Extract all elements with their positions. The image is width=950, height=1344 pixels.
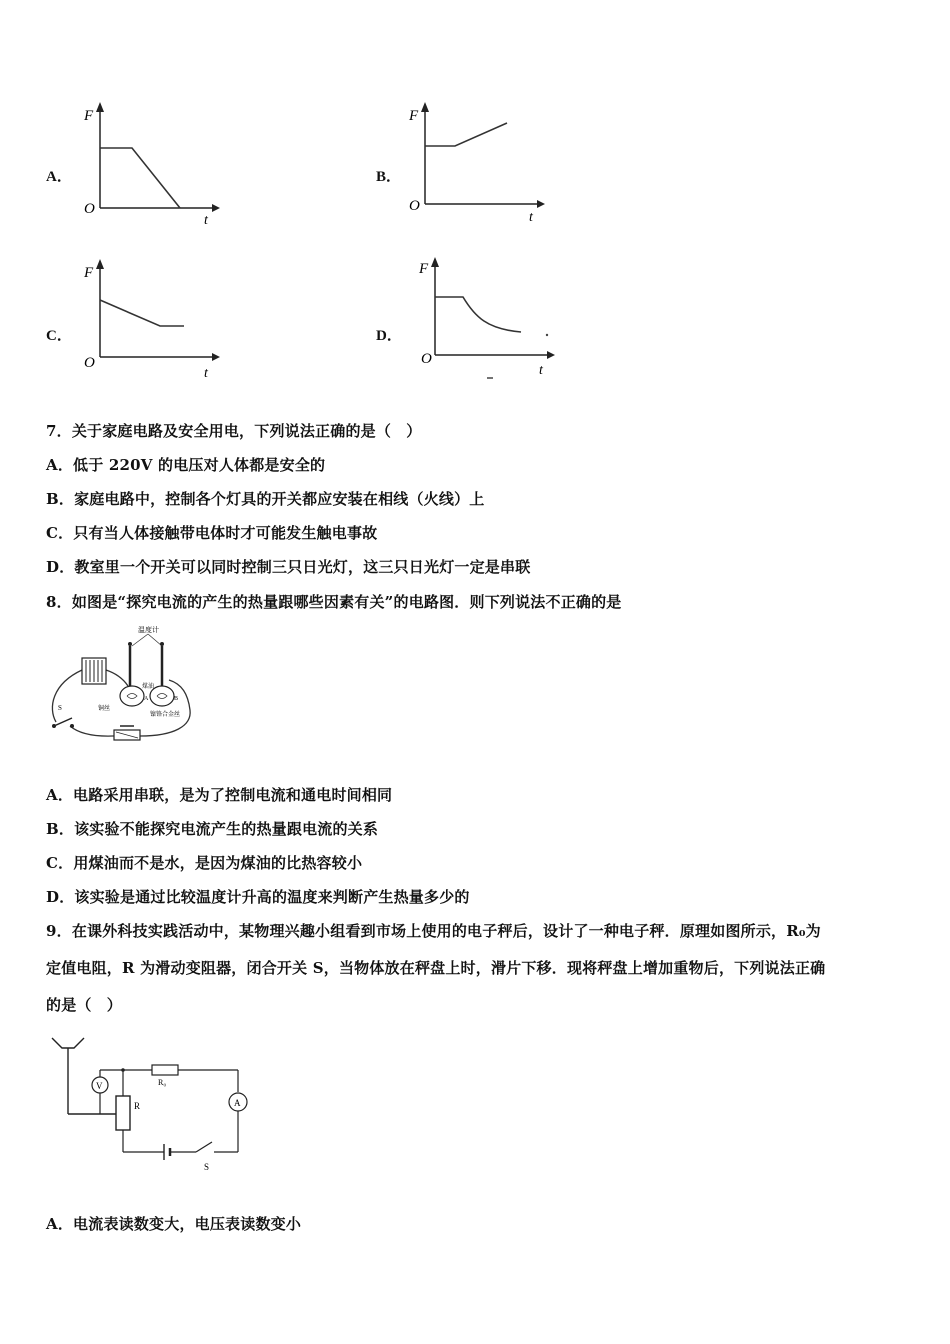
- q9-circuit-figure: [44, 1030, 264, 1175]
- q7-option-a: A．低于 220V 的电压对人体都是安全的: [46, 456, 326, 474]
- q8-kerosene-label: 煤油: [142, 684, 155, 690]
- q8-option-c: C．用煤油而不是水，是因为煤油的比热容较小: [46, 854, 363, 872]
- graph-c-label: C．: [46, 328, 72, 344]
- graph-b-label: B．: [376, 169, 402, 185]
- graph-a-origin: O: [84, 201, 95, 217]
- q9-stem-line2: 定值电阻，R 为滑动变阻器，闭合开关 S，当物体放在秤盘上时，滑片下移．现将秤盘上增加重物后，下列说法正确: [46, 959, 826, 977]
- q8-switch-label: S: [58, 704, 62, 712]
- q9-stem-line1: 9．在课外科技实践活动中，某物理兴趣小组看到市场上使用的电子秤后，设计了一种电子秤．原理如图所示，R₀为: [46, 922, 821, 940]
- graph-d-origin: O: [421, 351, 432, 367]
- graph-b-origin: O: [409, 198, 420, 214]
- q7-option-c: C．只有当人体接触带电体时才可能发生触电事故: [46, 524, 378, 542]
- q8-option-b: B．该实验不能探究电流产生的热量跟电流的关系: [46, 820, 379, 838]
- graph-d-label: D．: [376, 328, 402, 344]
- q7-option-d: D．教室里一个开关可以同时控制三只日光灯，这三只日光灯一定是串联: [46, 558, 531, 576]
- graph-c-y-label: F: [84, 265, 94, 281]
- graph-d: [415, 255, 560, 383]
- graph-d-x-label: t: [539, 363, 543, 378]
- q7-stem: 7．关于家庭电路及安全用电，下列说法正确的是（ ）: [46, 422, 422, 440]
- q7-option-b: B．家庭电路中，控制各个灯具的开关都应安装在相线（火线）上: [46, 490, 485, 508]
- q9-switch-label: S: [204, 1162, 210, 1172]
- q8-b-label: B: [174, 696, 179, 702]
- q8-circuit-figure: [44, 622, 204, 747]
- graph-c: [80, 257, 220, 382]
- q9-r0-label: R₀: [158, 1078, 167, 1087]
- graph-a-y-label: F: [84, 108, 94, 124]
- graph-a-x-label: t: [204, 213, 208, 225]
- graph-b: [405, 100, 545, 225]
- q8-option-a: A．电路采用串联，是为了控制电流和通电时间相同: [46, 786, 393, 804]
- q8-thermometer-label: 温度计: [138, 626, 159, 634]
- q8-option-d: D．该实验是通过比较温度计升高的温度来判断产生热量多少的: [46, 888, 470, 906]
- q8-a-label: A: [144, 696, 149, 702]
- q9-stem-line3: 的是（ ）: [46, 996, 123, 1014]
- graph-c-origin: O: [84, 355, 95, 371]
- graph-c-x-label: t: [204, 366, 208, 381]
- graph-d-y-label: F: [419, 261, 429, 277]
- q8-copper-label: 铜丝: [98, 706, 111, 712]
- q8-nichrome-label: 镍铬合金丝: [150, 712, 181, 718]
- graph-a: [80, 100, 220, 225]
- graph-b-x-label: t: [529, 210, 533, 225]
- graph-b-y-label: F: [409, 108, 419, 124]
- graph-a-label: A．: [46, 169, 72, 185]
- q9-option-a: A．电流表读数变大，电压表读数变小: [46, 1215, 302, 1233]
- q9-voltmeter-label: V: [96, 1081, 103, 1091]
- q9-r-label: R: [134, 1101, 141, 1111]
- q9-ammeter-label: A: [234, 1098, 241, 1108]
- q8-stem: 8．如图是“探究电流的产生的热量跟哪些因素有关”的电路图．则下列说法不正确的是: [46, 593, 622, 611]
